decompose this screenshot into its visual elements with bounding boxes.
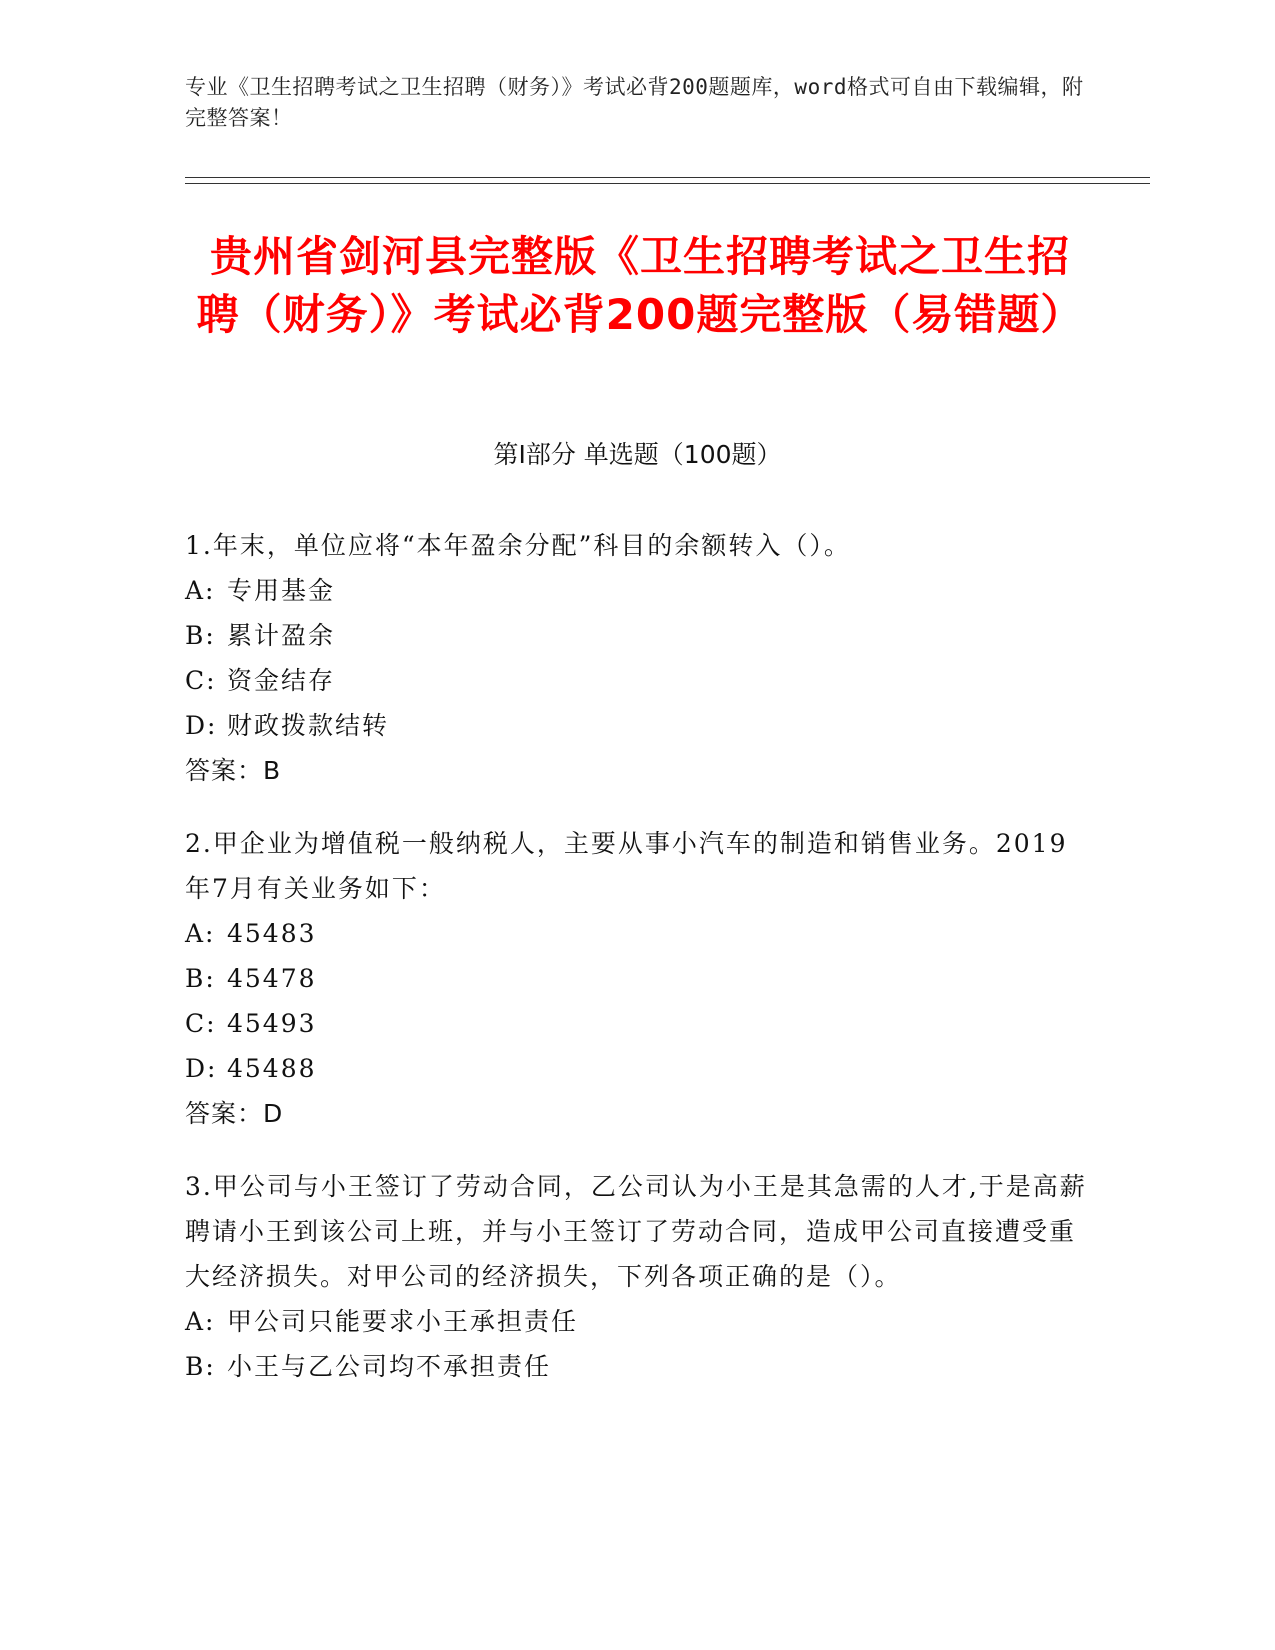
option-a bbox=[185, 911, 1090, 956]
header-divider-bottom bbox=[185, 183, 1150, 184]
option-text: 小王与乙公司均不承担责任 bbox=[227, 1352, 552, 1381]
answer-value: B bbox=[263, 756, 281, 785]
option-letter: B: bbox=[185, 964, 216, 993]
option-letter: B: bbox=[185, 621, 216, 650]
option-text: 45478 bbox=[227, 964, 317, 993]
option-b bbox=[185, 613, 1090, 658]
question-stem: 1.年末，单位应将“本年盈余分配”科目的余额转入（）。 bbox=[185, 531, 851, 560]
option-a bbox=[185, 568, 1090, 613]
option-b bbox=[185, 956, 1090, 1001]
option-b bbox=[185, 1344, 1090, 1389]
option-text: 45493 bbox=[227, 1009, 317, 1038]
question-stem: 2.甲企业为增值税一般纳税人，主要从事小汽车的制造和销售业务。2019年7月有关业务如下： bbox=[185, 829, 1068, 903]
answer-line bbox=[185, 748, 1090, 793]
question-1 bbox=[185, 523, 1090, 793]
option-text: 专用基金 bbox=[227, 576, 336, 605]
header-divider-top bbox=[185, 177, 1150, 178]
option-letter: A: bbox=[185, 576, 216, 605]
option-d bbox=[185, 1046, 1090, 1091]
option-c bbox=[185, 658, 1090, 703]
answer-label: 答案： bbox=[185, 1099, 264, 1128]
question-3 bbox=[185, 1164, 1090, 1389]
option-letter: D: bbox=[185, 711, 218, 740]
option-a bbox=[185, 1299, 1090, 1344]
section-title: 第Ⅰ部分 单选题（100题） bbox=[493, 440, 782, 469]
document-title: 贵州省剑河县完整版《卫生招聘考试之卫生招聘（财务）》考试必背200题完整版（易错题） bbox=[196, 232, 1084, 339]
option-text: 累计盈余 bbox=[227, 621, 336, 650]
option-letter: A: bbox=[185, 1307, 216, 1336]
option-text: 45488 bbox=[227, 1054, 317, 1083]
option-text: 财政拨款结转 bbox=[227, 711, 390, 740]
option-text: 45483 bbox=[227, 919, 317, 948]
question-list bbox=[185, 523, 1090, 1417]
option-letter: B: bbox=[185, 1352, 216, 1381]
option-letter: C: bbox=[185, 1009, 217, 1038]
answer-line bbox=[185, 1091, 1090, 1136]
option-text: 资金结存 bbox=[227, 666, 336, 695]
option-c bbox=[185, 1001, 1090, 1046]
option-d bbox=[185, 703, 1090, 748]
option-letter: D: bbox=[185, 1054, 218, 1083]
option-text: 甲公司只能要求小王承担责任 bbox=[227, 1307, 579, 1336]
option-letter: C: bbox=[185, 666, 217, 695]
option-letter: A: bbox=[185, 919, 216, 948]
answer-value: D bbox=[263, 1099, 283, 1128]
header-note: 专业《卫生招聘考试之卫生招聘（财务）》考试必背200题题库，word格式可自由下载编辑，附完整答案！ bbox=[185, 75, 1084, 130]
question-2 bbox=[185, 821, 1090, 1136]
question-stem: 3.甲公司与小王签订了劳动合同，乙公司认为小王是其急需的人才,于是高薪聘请小王到该公司上班，并与小王签订了劳动合同，造成甲公司直接遭受重大经济损失。对甲公司的经济损失，下列各项正确的是（）。 bbox=[185, 1172, 1087, 1291]
answer-label: 答案： bbox=[185, 756, 264, 785]
